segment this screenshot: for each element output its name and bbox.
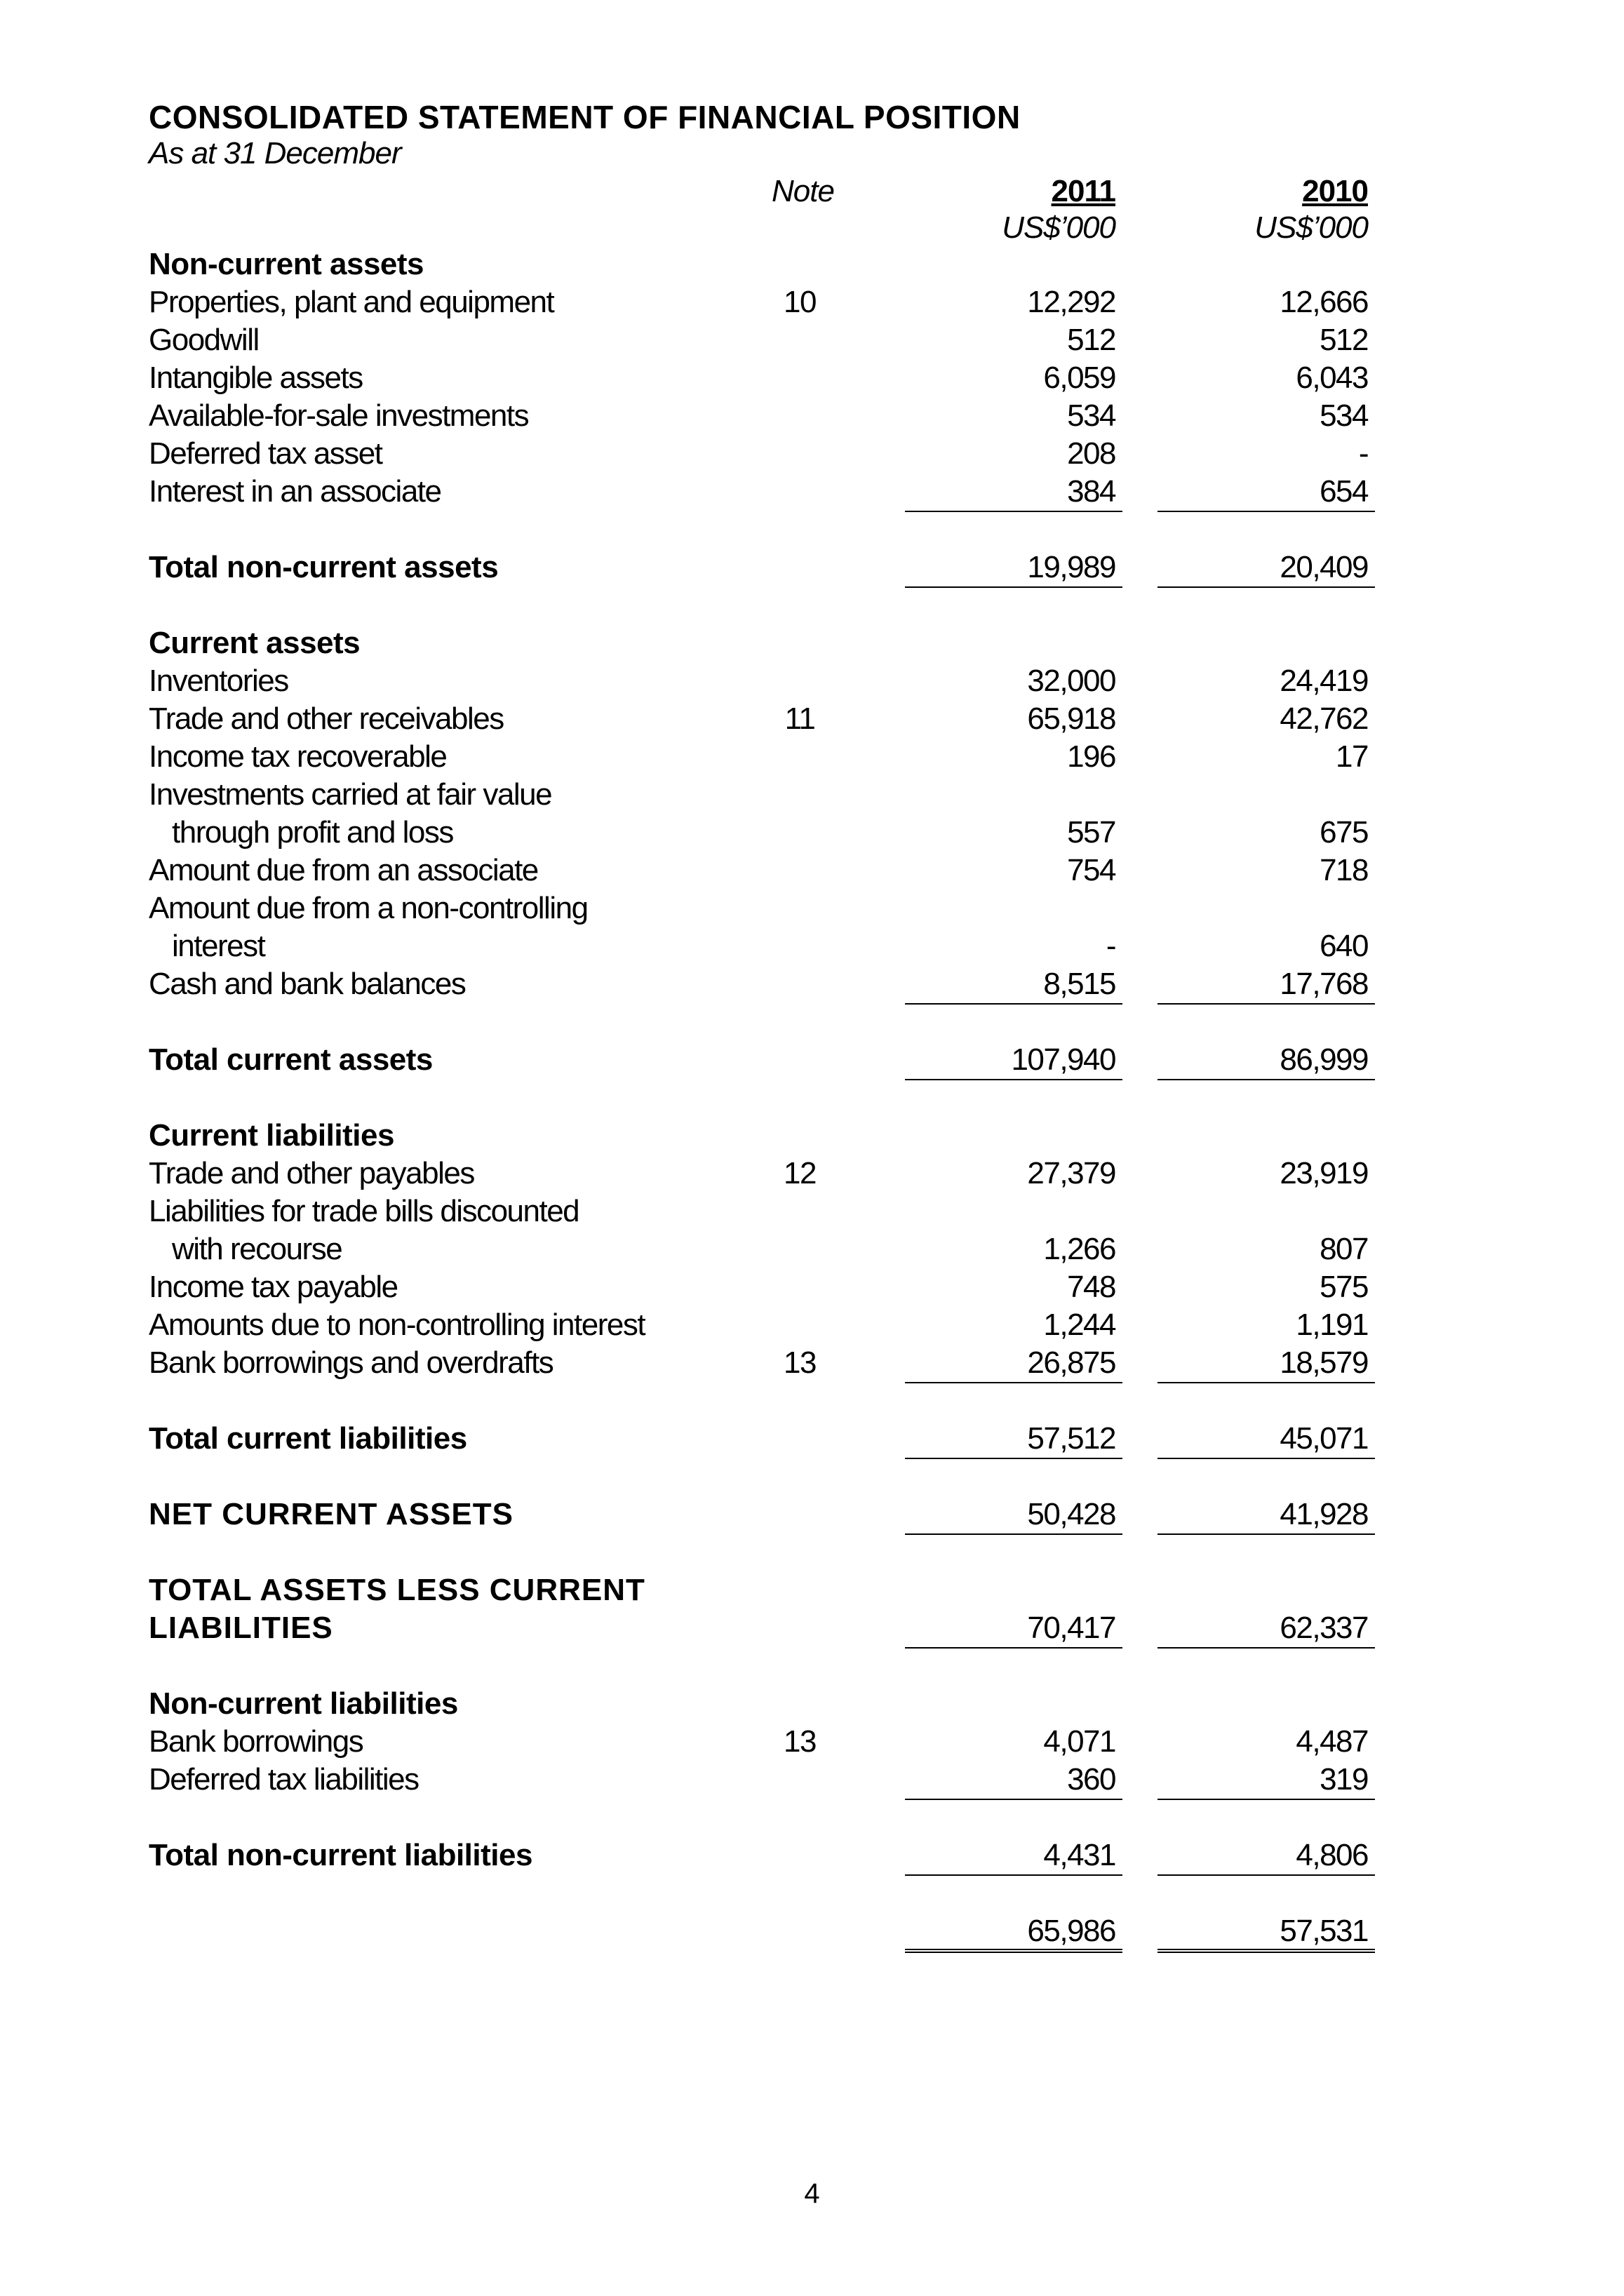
value-2010: 6,043 — [1296, 361, 1368, 395]
value-2010: 654 — [1320, 474, 1368, 509]
row-label: through profit and loss — [172, 815, 453, 850]
spacer-row — [0, 1876, 1624, 1914]
spacer-row — [0, 1383, 1624, 1421]
value-2010: 4,487 — [1296, 1724, 1368, 1759]
row-label: Available-for-sale investments — [149, 398, 529, 433]
value-2011: 4,431 — [1043, 1838, 1115, 1872]
line-item-row — [0, 967, 1624, 1005]
line-item-row — [0, 1345, 1624, 1383]
line-item-row — [0, 1270, 1624, 1308]
row-label: Intangible assets — [149, 361, 363, 395]
row-label: with recourse — [172, 1232, 342, 1266]
value-2010: 18,579 — [1280, 1345, 1368, 1380]
row-label: TOTAL ASSETS LESS CURRENT — [149, 1573, 645, 1607]
row-label: Liabilities for trade bills discounted — [149, 1194, 579, 1228]
row-label: Total current assets — [149, 1042, 433, 1077]
unit-2010-header: US$’000 — [1254, 210, 1368, 245]
section-heading-row — [0, 247, 1624, 285]
line-item-row — [0, 1232, 1624, 1270]
line-item-row — [0, 1156, 1624, 1194]
line-item-row — [0, 891, 1624, 929]
row-label: Trade and other payables — [149, 1156, 474, 1190]
value-2011: 208 — [1067, 436, 1115, 471]
value-2011: 57,512 — [1027, 1421, 1115, 1456]
value-2011: 65,986 — [1027, 1914, 1115, 1948]
row-label: interest — [172, 929, 265, 963]
row-label: Total current liabilities — [149, 1421, 467, 1456]
year-2010-header: 2010 — [1302, 174, 1368, 208]
spacer-row — [0, 1649, 1624, 1686]
row-label: Trade and other receivables — [149, 701, 504, 736]
line-item-row — [0, 777, 1624, 815]
value-2010: 23,919 — [1280, 1156, 1368, 1190]
statement-title: CONSOLIDATED STATEMENT OF FINANCIAL POSITION — [149, 99, 1021, 135]
value-2011: 748 — [1067, 1270, 1115, 1304]
spacer-row — [0, 1080, 1624, 1118]
row-label: Amounts due to non-controlling interest — [149, 1308, 645, 1342]
row-label: Current liabilities — [149, 1118, 394, 1153]
row-label: Properties, plant and equipment — [149, 285, 554, 319]
value-2010: 62,337 — [1280, 1611, 1368, 1645]
value-2011: 534 — [1067, 398, 1115, 433]
value-2011: 1,266 — [1043, 1232, 1115, 1266]
line-item-row — [0, 285, 1624, 323]
page-number: 4 — [804, 2178, 820, 2209]
row-label: Amount due from an associate — [149, 853, 538, 887]
line-item-row — [0, 1914, 1624, 1952]
line-item-row — [0, 436, 1624, 474]
row-label: Interest in an associate — [149, 474, 441, 509]
value-2011: 32,000 — [1027, 664, 1115, 698]
value-2011: 8,515 — [1043, 967, 1115, 1001]
unit-2011-header: US$’000 — [1002, 210, 1115, 245]
value-2010: - — [1358, 436, 1368, 471]
spacer-row — [0, 1535, 1624, 1573]
row-label: Bank borrowings — [149, 1724, 363, 1759]
total-row — [0, 1042, 1624, 1080]
line-item-row — [0, 1762, 1624, 1800]
row-label: Investments carried at fair value — [149, 777, 552, 812]
double-underline — [1157, 1949, 1375, 1953]
row-label: Deferred tax liabilities — [149, 1762, 419, 1797]
value-2011: 384 — [1067, 474, 1115, 509]
value-2010: 1,191 — [1296, 1308, 1368, 1342]
value-2010: 319 — [1320, 1762, 1368, 1797]
value-2010: 718 — [1320, 853, 1368, 887]
note-ref: 10 — [784, 285, 816, 319]
note-ref: 12 — [784, 1156, 816, 1190]
value-2010: 512 — [1320, 323, 1368, 357]
value-2011: 4,071 — [1043, 1724, 1115, 1759]
total-row — [0, 1611, 1624, 1649]
value-2010: 24,419 — [1280, 664, 1368, 698]
row-label: Inventories — [149, 664, 288, 698]
row-label: Deferred tax asset — [149, 436, 382, 471]
line-item-row — [0, 1724, 1624, 1762]
statement-subtitle: As at 31 December — [149, 136, 401, 170]
line-item-row — [0, 361, 1624, 398]
value-2010: 86,999 — [1280, 1042, 1368, 1077]
total-row — [0, 1573, 1624, 1611]
value-2010: 575 — [1320, 1270, 1368, 1304]
value-2011: 107,940 — [1011, 1042, 1115, 1077]
row-label: Total non-current liabilities — [149, 1838, 532, 1872]
note-ref: 11 — [784, 701, 815, 736]
line-item-row — [0, 815, 1624, 853]
line-item-row — [0, 1194, 1624, 1232]
note-ref: 13 — [784, 1724, 816, 1759]
value-2011: 26,875 — [1027, 1345, 1115, 1380]
total-row — [0, 1497, 1624, 1535]
row-label: Income tax payable — [149, 1270, 398, 1304]
value-2010: 534 — [1320, 398, 1368, 433]
value-2010: 4,806 — [1296, 1838, 1368, 1872]
value-2010: 57,531 — [1280, 1914, 1368, 1948]
value-2010: 640 — [1320, 929, 1368, 963]
note-column-header: Note — [772, 174, 834, 208]
value-2011: 50,428 — [1027, 1497, 1115, 1531]
line-item-row — [0, 853, 1624, 891]
value-2011: 512 — [1067, 323, 1115, 357]
row-label: Cash and bank balances — [149, 967, 466, 1001]
spacer-row — [0, 588, 1624, 626]
value-2010: 675 — [1320, 815, 1368, 850]
value-2011: 19,989 — [1027, 550, 1115, 584]
value-2011: - — [1106, 929, 1115, 963]
section-heading-row — [0, 1686, 1624, 1724]
section-heading-row — [0, 1118, 1624, 1156]
spacer-row — [0, 1459, 1624, 1497]
total-row — [0, 1421, 1624, 1459]
line-item-row — [0, 1308, 1624, 1345]
row-label: Bank borrowings and overdrafts — [149, 1345, 553, 1380]
value-2010: 45,071 — [1280, 1421, 1368, 1456]
value-2010: 41,928 — [1280, 1497, 1368, 1531]
value-2011: 754 — [1067, 853, 1115, 887]
line-item-row — [0, 929, 1624, 967]
value-2011: 360 — [1067, 1762, 1115, 1797]
row-label: Amount due from a non-controlling — [149, 891, 588, 925]
value-2010: 20,409 — [1280, 550, 1368, 584]
line-item-row — [0, 323, 1624, 361]
line-item-row — [0, 664, 1624, 701]
row-label: Total non-current assets — [149, 550, 499, 584]
value-2011: 65,918 — [1027, 701, 1115, 736]
line-item-row — [0, 474, 1624, 512]
value-2011: 1,244 — [1043, 1308, 1115, 1342]
section-heading-row — [0, 626, 1624, 664]
value-2011: 557 — [1067, 815, 1115, 850]
spacer-row — [0, 1005, 1624, 1042]
row-label: Non-current assets — [149, 247, 424, 281]
value-2011: 70,417 — [1027, 1611, 1115, 1645]
row-label: Goodwill — [149, 323, 259, 357]
value-2010: 807 — [1320, 1232, 1368, 1266]
value-2011: 6,059 — [1043, 361, 1115, 395]
value-2010: 17,768 — [1280, 967, 1368, 1001]
value-2010: 17 — [1336, 739, 1368, 774]
row-label: LIABILITIES — [149, 1611, 333, 1645]
line-item-row — [0, 739, 1624, 777]
total-row — [0, 1838, 1624, 1876]
row-label: Income tax recoverable — [149, 739, 447, 774]
total-row — [0, 550, 1624, 588]
value-2010: 12,666 — [1280, 285, 1368, 319]
year-2011-header: 2011 — [1051, 174, 1115, 208]
value-2011: 27,379 — [1027, 1156, 1115, 1190]
row-label: Current assets — [149, 626, 361, 660]
line-item-row — [0, 398, 1624, 436]
note-ref: 13 — [784, 1345, 816, 1380]
spacer-row — [0, 1800, 1624, 1838]
line-item-row — [0, 701, 1624, 739]
value-2011: 196 — [1067, 739, 1115, 774]
value-2010: 42,762 — [1280, 701, 1368, 736]
row-label: Non-current liabilities — [149, 1686, 458, 1721]
row-label: NET CURRENT ASSETS — [149, 1497, 514, 1531]
value-2011: 12,292 — [1027, 285, 1115, 319]
spacer-row — [0, 512, 1624, 550]
double-underline — [905, 1949, 1122, 1953]
